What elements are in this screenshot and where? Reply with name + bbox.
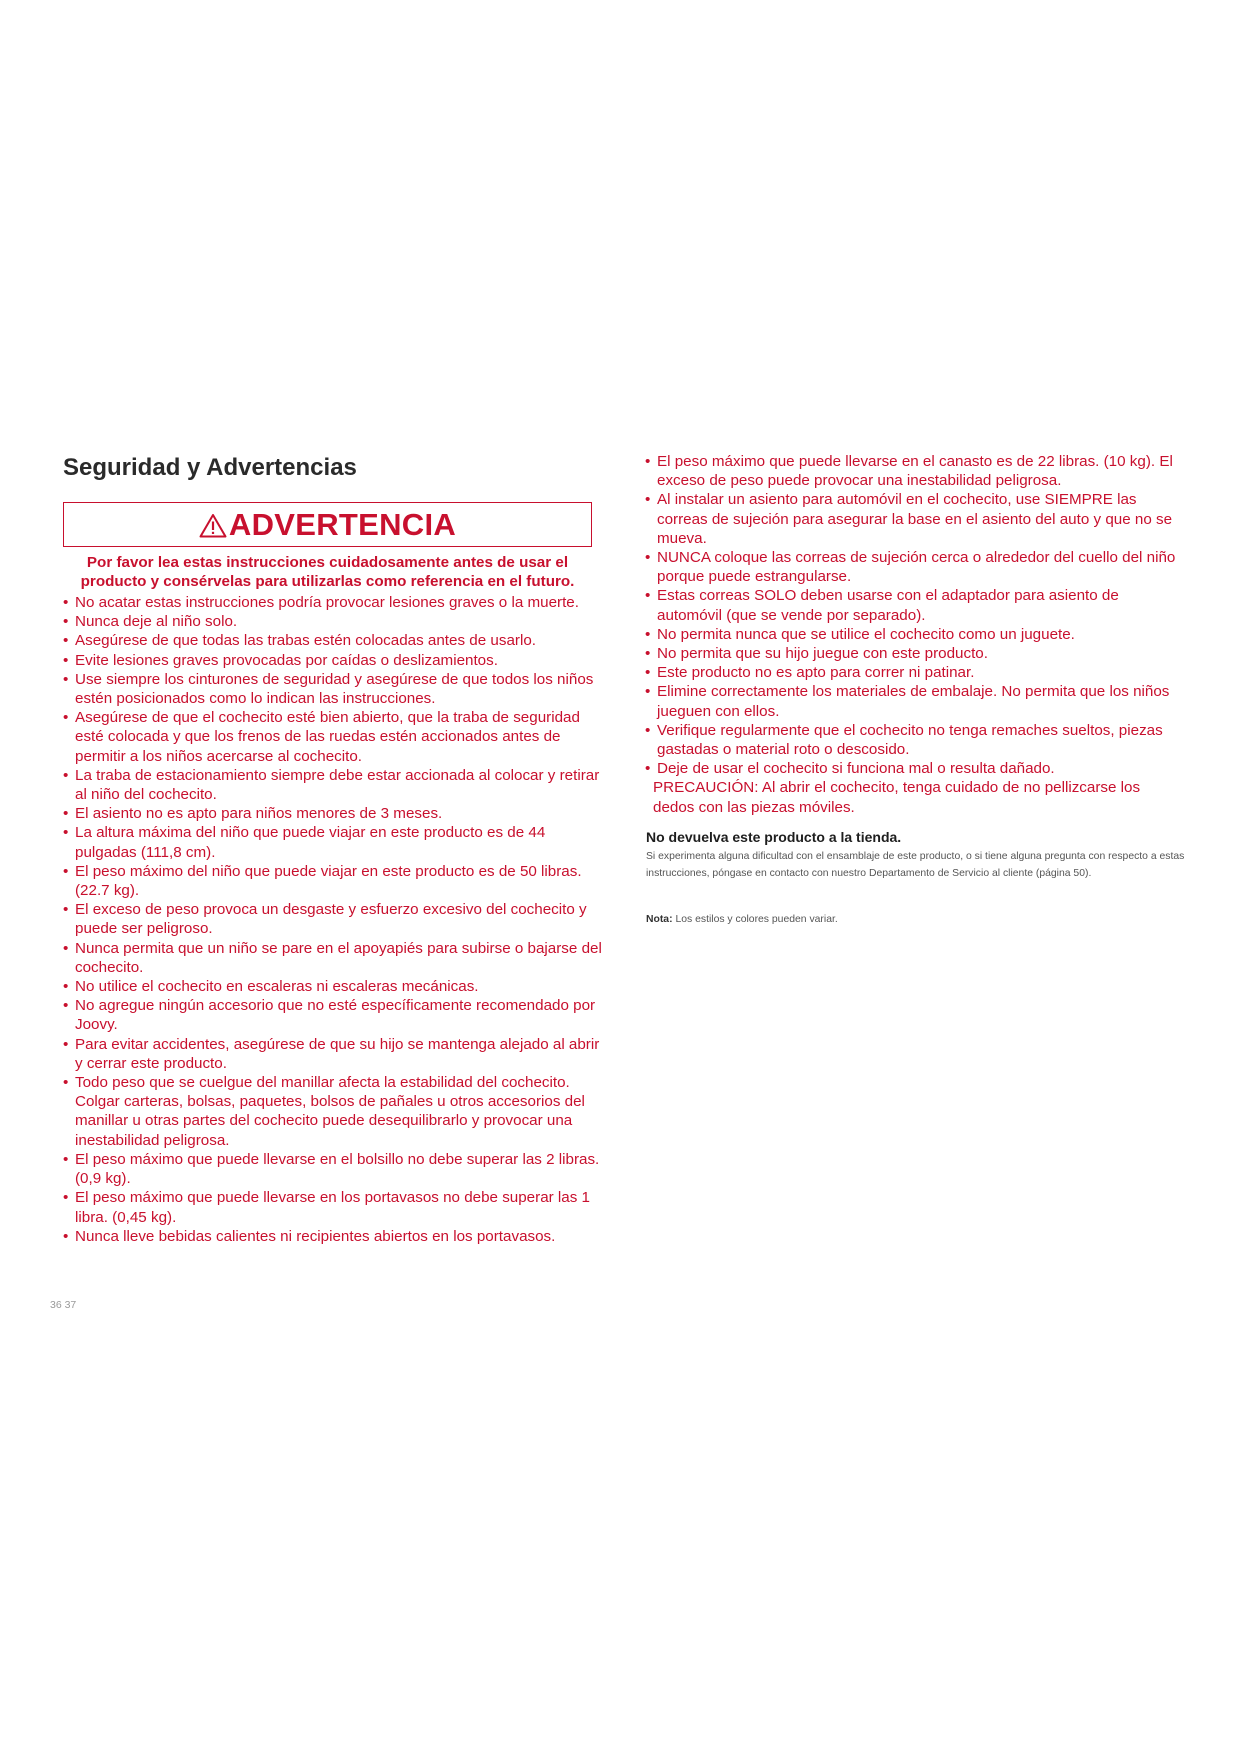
style-note-text: Los estilos y colores pueden variar.	[672, 914, 838, 925]
page-title: Seguridad y Advertencias	[63, 454, 357, 481]
list-item: • Para evitar accidentes, asegúrese de que su hijo se mantenga alejado al abrir y cerrar este producto.	[63, 1035, 603, 1073]
warning-banner	[63, 502, 592, 547]
list-item: • El asiento no es apto para niños menores de 3 meses.	[63, 804, 603, 823]
page-numbers: 36 37	[50, 1299, 77, 1311]
list-item: • El peso máximo del niño que puede viajar en este producto es de 50 libras. (22.7 kg).	[63, 862, 603, 900]
list-item: • Deje de usar el cochecito si funciona mal o resulta dañado.	[645, 759, 1180, 778]
list-item: • Nunca deje al niño solo.	[63, 612, 603, 631]
warning-word: ADVERTENCIA	[228, 506, 457, 542]
list-item: • Nunca lleve bebidas calientes ni recipientes abiertos en los portavasos.	[63, 1227, 603, 1246]
list-item: • El peso máximo que puede llevarse en el canasto es de 22 libras. (10 kg). El exceso de peso puede provocar una inestabilidad peligrosa.	[645, 452, 1180, 490]
list-item: • La altura máxima del niño que puede viajar en este producto es de 44 pulgadas (111,8 cm).	[63, 823, 603, 861]
list-item: • Asegúrese de que el cochecito esté bien abierto, que la traba de seguridad esté colocada y que los frenos de las ruedas estén accionados antes de permitir a los niños acercarse al cochecito.	[63, 708, 603, 766]
list-item: • No utilice el cochecito en escaleras ni escaleras mecánicas.	[63, 977, 603, 996]
style-note-label: Nota:	[646, 914, 673, 925]
list-item: • Todo peso que se cuelgue del manillar afecta la estabilidad del cochecito. Colgar carteras, bolsas, paquetes, bolsos de pañales u otros accesorios del manillar u otras partes del cochecito puede desequilibrarlo y provocar una inestabilidad peligrosa.	[63, 1073, 603, 1150]
list-item: • Este producto no es apto para correr ni patinar.	[645, 663, 1180, 682]
list-item: • El peso máximo que puede llevarse en los portavasos no debe superar las 1 libra. (0,45 kg).	[63, 1188, 603, 1226]
return-note-body: Si experimenta alguna dificultad con el ensamblaje de este producto, o si tiene alguna pregunta con respecto a estas instrucciones, póngase en contacto con nuestro Departamento de Servicio al cliente (página 50).	[646, 851, 1185, 879]
list-item: • Al instalar un asiento para automóvil en el cochecito, use SIEMPRE las correas de sujeción para asegurar la base en el asiento del auto y que no se mueva.	[645, 490, 1180, 548]
safety-list-right	[645, 452, 1180, 817]
list-item: • Elimine correctamente los materiales de embalaje. No permita que los niños jueguen con ellos.	[645, 682, 1180, 720]
list-item: • Verifique regularmente que el cochecito no tenga remaches sueltos, piezas gastadas o material roto o descosido.	[645, 721, 1180, 759]
list-item: • Use siempre los cinturones de seguridad y asegúrese de que todos los niños estén posicionados como lo indican las instrucciones.	[63, 670, 603, 708]
warning-intro: Por favor lea estas instrucciones cuidadosamente antes de usar el producto y consérvelas para utilizarlas como referencia en el futuro.	[80, 554, 575, 590]
list-item: • El peso máximo que puede llevarse en el bolsillo no debe superar las 2 libras. (0,9 kg).	[63, 1150, 603, 1188]
list-item: • Evite lesiones graves provocadas por caídas o deslizamientos.	[63, 651, 603, 670]
style-note	[646, 914, 838, 925]
list-item: • No permita nunca que se utilice el cochecito como un juguete.	[645, 625, 1180, 644]
return-note-heading: No devuelva este producto a la tienda.	[646, 829, 902, 845]
safety-list-left	[63, 593, 603, 1246]
list-item: • NUNCA coloque las correas de sujeción cerca o alrededor del cuello del niño porque puede estrangularse.	[645, 548, 1180, 586]
list-item: • La traba de estacionamiento siempre debe estar accionada al colocar y retirar al niño del cochecito.	[63, 766, 603, 804]
warning-triangle-icon	[199, 513, 227, 538]
caution-text: PRECAUCIÓN: Al abrir el cochecito, tenga cuidado de no pellizcarse los dedos con las piezas móviles.	[653, 779, 1141, 816]
list-item: • No acatar estas instrucciones podría provocar lesiones graves o la muerte.	[63, 593, 603, 612]
list-item: • El exceso de peso provoca un desgaste y esfuerzo excesivo del cochecito y puede ser peligroso.	[63, 900, 603, 938]
list-item: • Nunca permita que un niño se pare en el apoyapiés para subirse o bajarse del cochecito.	[63, 939, 603, 977]
list-item: • No permita que su hijo juegue con este producto.	[645, 644, 1180, 663]
list-item: • Estas correas SOLO deben usarse con el adaptador para asiento de automóvil (que se vende por separado).	[645, 586, 1180, 624]
list-item: • Asegúrese de que todas las trabas estén colocadas antes de usarlo.	[63, 631, 603, 650]
list-item: • No agregue ningún accesorio que no esté específicamente recomendado por Joovy.	[63, 996, 603, 1034]
